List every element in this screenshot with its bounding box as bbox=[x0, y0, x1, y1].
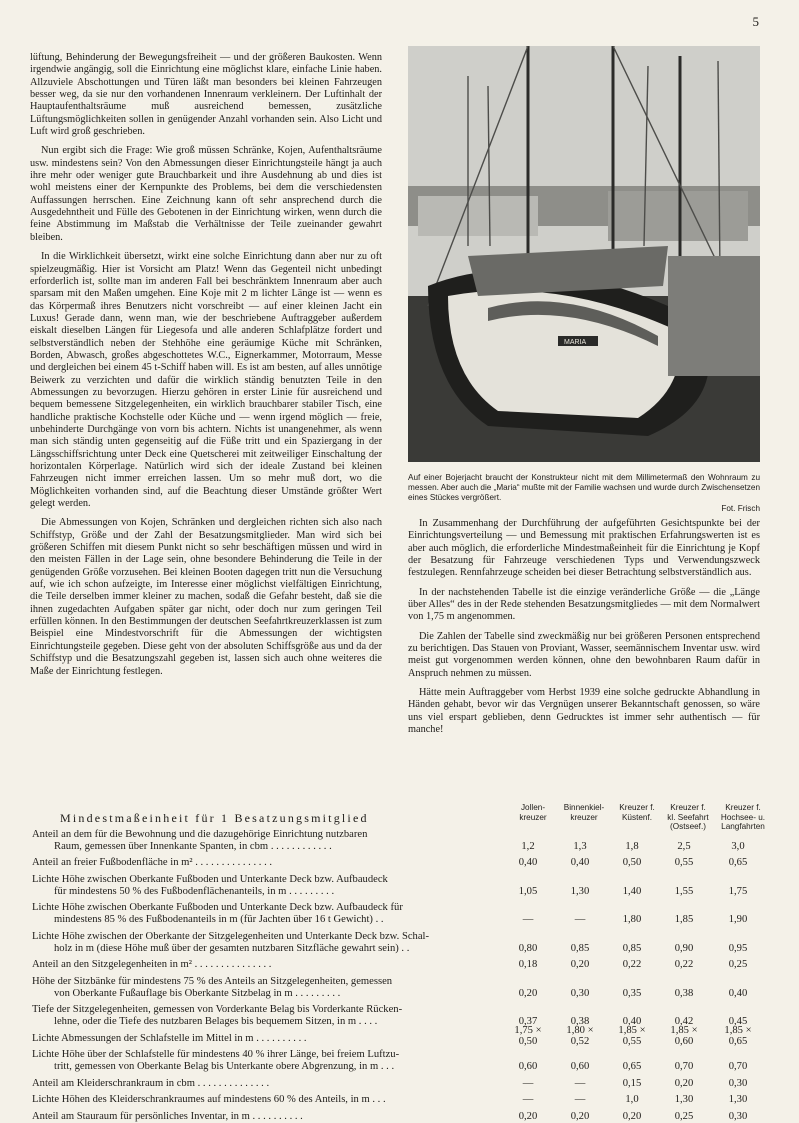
row-label-line: mindestens 85 % des Fußbodenanteils in m (für Jachten über 16 t Gewicht) . . bbox=[54, 914, 384, 926]
table-row-label bbox=[32, 874, 472, 898]
table-cell: 0,38 bbox=[570, 1016, 590, 1027]
table-cell: 0,22 bbox=[674, 959, 694, 971]
table-cell: 0,70 bbox=[728, 1061, 748, 1072]
table-row-label bbox=[32, 1004, 472, 1028]
table-cell: 1,05 bbox=[518, 885, 538, 897]
column-header: Binnenkiel- kreuzer bbox=[563, 803, 605, 822]
paragraph: Die Abmessungen von Kojen, Schränken und dergleichen richten sich also nach Schiffstyp, Größe und der Zahl der Besatzungsmitglieder. Man wird sich bei größeren Schiffen mit diesem Punkt nicht so sehr beschäftigen müssen und wird in den meisten Fällen in der Lage sein, ohne besondere Behinderung die Teile in der genügenden Größe vorzusehen. Bei kleinen Booten dagegen tritt nun die Versuchung auf, wie ich schon aufzeigte, im Interesse einer möglichst vielfältigen Einrichtung, die Teile derselben immer kleiner zu machen, sodaß die Gefahr besteht, daß sie die ihnen zugedachten Aufgaben später gar nicht, oder doch nur zum geringen Teil erfüllen können. In den Bestimmungen der deutschen Seefahrtkreuzerklassen ist zum Beispiel eine Mindestvorschrift für die Abmessungen der wichtigsten Einrichtungsteile gegeben. Diese geht von der absoluten Schiffsgröße aus und da der Schiffstyp und die Besatzungszahl gegeben ist, lassen sich auch ohne weiteres die Maße der Einrichtung festlegen. bbox=[30, 517, 382, 677]
table-row-label bbox=[32, 931, 472, 955]
table-cell: 0,25 bbox=[728, 959, 748, 971]
table-cell: 1,3 bbox=[573, 840, 587, 852]
photo-credit: Fot. Frisch bbox=[721, 503, 760, 513]
table-cell: 0,20 bbox=[570, 1110, 590, 1122]
boat-name-label: MARIA bbox=[564, 339, 587, 346]
row-label-line: tritt, gemessen von Oberkante Belag bis Unterkante obere Abgrenzung, in m . . . bbox=[54, 1060, 395, 1072]
row-label-line: Höhe der Sitzbänke für mindestens 75 % des Anteils an Sitzgelegenheiten, gemessen bbox=[32, 975, 393, 987]
table-cell: 1,0 bbox=[625, 1094, 639, 1106]
row-label-line: Lichte Abmessungen der Schlafstelle im Mittel in m . . . . . . . . . . bbox=[32, 1032, 307, 1044]
table-row-label bbox=[32, 1049, 472, 1073]
table-title: Mindestmaßeinheit für 1 Besatzungsmitglied bbox=[60, 811, 369, 825]
table-cell: 1,85 × 0,55 bbox=[618, 1024, 646, 1048]
row-label-line: Tiefe der Sitzgelegenheiten, gemessen von Vorderkante Belag bis Vorderkante Rücken- bbox=[32, 1004, 403, 1016]
table-cell: 3,0 bbox=[731, 840, 745, 852]
table-row-label bbox=[32, 1111, 472, 1123]
column-header: Kreuzer f. kl. Seefahrt (Ostseef.) bbox=[667, 803, 709, 831]
table-cell: 1,85 bbox=[674, 914, 694, 926]
table-cell: — bbox=[574, 1094, 586, 1106]
table-cell: 0,20 bbox=[674, 1077, 694, 1089]
row-label-line: Lichte Höhe zwischen Oberkante Fußboden und Unterkante Deck bzw. Aufbaudeck für bbox=[32, 902, 403, 914]
row-label-line: Lichte Höhen des Kleiderschrankraumes auf mindestens 60 % des Anteils, in m . . . bbox=[32, 1094, 386, 1106]
table-cell: 0,65 bbox=[622, 1061, 642, 1072]
table-cell: 1,55 bbox=[674, 885, 694, 897]
table-cell: 0,15 bbox=[622, 1077, 642, 1089]
caption-text: Auf einer Bojerjacht braucht der Konstrukteur nicht mit dem Millimetermaß den Wohnraum zu messen. Aber auch die „Maria“ mußte mit der Familie wachsen und wurde durch Zwischensetzen eines Stückes vergrößert. bbox=[408, 473, 760, 503]
row-label-line: Raum, gemessen über Innenkante Spanten, in cbm . . . . . . . . . . . . bbox=[54, 840, 332, 852]
table-cell: 1,30 bbox=[570, 885, 590, 897]
table-cell: 0,40 bbox=[518, 857, 538, 869]
table-cell: 0,42 bbox=[674, 1016, 694, 1027]
table-cell: 0,30 bbox=[570, 987, 590, 999]
row-label-line: Anteil am Kleiderschrankraum in cbm . . . . . . . . . . . . . . bbox=[32, 1077, 270, 1089]
table-row-label bbox=[32, 1094, 472, 1106]
table-cell: 0,40 bbox=[728, 987, 748, 999]
paragraph: In Zusammenhang der Durchführung der aufgeführten Gesichtspunkte bei der Einrichtungsverteilung — und Bemessung mit praktischen Erfahrungswerten ist es aber auch möglich, die erforderliche Mindestmaßeinheit für die Einrichtung je Kopf der Besatzung für Fahrzeuge verschiedenen Typs und Verwendungszweck festzulegen. Rennfahrzeuge scheiden bei dieser Betrachtung selbstverständlich aus. bbox=[408, 518, 760, 579]
paragraph: In der nachstehenden Tabelle ist die einzige veränderliche Größe — die „Länge über Alles“ des in der Rede stehenden Besatzungsmitgliedes — mit dem Normalwert von 1,75 m angenommen. bbox=[408, 586, 760, 623]
row-label-line: von Oberkante Fußauflage bis Oberkante Sitzbelag in m . . . . . . . . . bbox=[54, 987, 341, 999]
table-cell: 0,20 bbox=[570, 959, 590, 971]
table-cell: 0,37 bbox=[518, 1016, 538, 1027]
row-label-line: Anteil an freier Fußbodenfläche in m² . . . . . . . . . . . . . . . bbox=[32, 857, 273, 869]
table-cell: 0,25 bbox=[674, 1110, 694, 1122]
table-cell: 0,40 bbox=[622, 1016, 642, 1027]
table-cell: 1,80 × 0,52 bbox=[566, 1024, 594, 1048]
row-label-line: für mindestens 50 % des Fußbodenflächenanteils, in m . . . . . . . . . bbox=[54, 885, 335, 897]
table-row-label bbox=[32, 829, 472, 853]
table-cell: 1,85 × 0,65 bbox=[724, 1024, 752, 1048]
row-label-line: Anteil am Stauraum für persönliches Inventar, in m . . . . . . . . . . bbox=[32, 1110, 303, 1122]
left-column-text bbox=[30, 52, 382, 685]
page-number: 5 bbox=[752, 14, 759, 29]
row-label-line: Lichte Höhe über der Schlafstelle für mindestens 40 % ihrer Länge, bei freiem Luftzu- bbox=[32, 1049, 400, 1061]
table-row-label bbox=[32, 976, 472, 1000]
table-cell: 1,2 bbox=[521, 840, 535, 852]
sailboat-illustration bbox=[408, 46, 760, 462]
table-cell: 0,55 bbox=[674, 857, 694, 869]
table-cell: 0,38 bbox=[674, 987, 694, 999]
table-cell: 1,90 bbox=[728, 914, 748, 926]
paragraph: Hätte mein Auftraggeber vom Herbst 1939 eine solche gedruckte Abhandlung in Händen gehabt, bevor wir das Vergnügen unserer Bekanntschaft genossen, so wäre uns viel erspart geblieben, denn Gedrucktes ist immer sehr authentisch — für manche! bbox=[408, 687, 760, 736]
table-cell: 0,50 bbox=[622, 857, 642, 869]
sailboat-photo bbox=[408, 46, 760, 462]
paragraph: In die Wirklichkeit übersetzt, wirkt eine solche Einrichtung dann aber nur zu oft spielzeugmäßig. Hier ist Vorsicht am Platz! Wenn das Gegenteil nicht unbedingt erforderlich ist, sollte man im anderen Fall bei beschränktem Innenraum aber auch sparsam mit den Maßen umgehen. Eine Koje mit 2 m lichter Länge ist — wenn es das Körpermaß ihres Benutzers nicht vorschreibt — auf einer kleinen Jacht ein Luxus! Gerade dann, wenn man, wie der beschriebene Auftraggeber außerdem eiskalt dieselben Längen für Liegesofa und alle anderen Schlafplätze fordert und selbstverständlich neben der Stehhöhe eine geräumige Küche mit Schränken, Borden, Abwasch, großes abgeschottetes W.C., Eignerkammer, Motorraum, Messe und dergleichen bei einem 45 t-Schiff haben will. Es ist am besten, auf alles unnötige Beiwerk zu verzichten und dafür die wirklich ständig benutzten Teile in den Abmessungen zu bevorzugen. Hierzu gehören in erster Linie für ausreichend und bequem bemessene Sitzgelegenheiten, ein wirklich brauchbarer stabiler Tisch, eine handliche praktische Kochstelle oder Küche und — wenn irgend möglich — freie, unbehinderte Durchgänge von vorn bis achtern. Nichts ist unangenehmer, als wenn man sich ständig unten gegenseitig auf die Füße tritt und ein Spaziergang in der Längsschiffsrichtung unter Deck eine Quetscherei mit zeitweiliger Einschaltung der horizontalen Körperlage. Natürlich wird sich der ideale Zustand bei kleinen Fahrzeugen nicht immer erreichen lassen. Um so mehr muß dort, wo die Möglichkeiten vorhanden sind, auf die Beachtung dieser Umstände größter Wert gelegt werden. bbox=[30, 251, 382, 510]
table-cell: 0,20 bbox=[518, 987, 538, 999]
table-cell: 1,75 bbox=[728, 885, 748, 897]
table-row-label bbox=[32, 902, 472, 926]
paragraph: Die Zahlen der Tabelle sind zweckmäßig nur bei größeren Personen entsprechend zu berichtigen. Das Stauen von Proviant, Wasser, seemännischem Inventar usw. wird meist gut vorgenommen werden können, ohne den bewohnbaren Raum dafür in Anspruch nehmen zu müssen. bbox=[408, 630, 760, 679]
table-row-label bbox=[32, 857, 472, 869]
table-cell: 0,90 bbox=[674, 942, 694, 954]
row-label-line: Lichte Höhe zwischen der Oberkante der Sitzgelegenheiten und Unterkante Deck bzw. Schal- bbox=[32, 930, 430, 942]
table-cell: 0,18 bbox=[518, 959, 538, 971]
table-cell: 0,85 bbox=[622, 942, 642, 954]
table-cell: 1,40 bbox=[622, 885, 642, 897]
column-header: Jollen- kreuzer bbox=[519, 803, 547, 822]
photo-caption bbox=[408, 473, 760, 514]
paragraph: lüftung, Behinderung der Bewegungsfreiheit — und der größeren Baukosten. Wenn irgendwie angängig, soll die Einrichtung eine möglichst klare, einfache Linie haben. Allzuviele Abschottungen und Türen läßt man besonders bei kleinen Fahrzeugen besser weg, da sie nur den vorhandenen Innenraum verkleinern. Der Luftinhalt der Hauptaufenthaltsräume muß ausreichend bemessen, zusätzliche Lüftungsmöglichkeiten sollen in genügender Anzahl vorhanden sein. Also Licht und Luft wird groß geschrieben. bbox=[30, 52, 382, 138]
column-header: Kreuzer f. Küstenf. bbox=[619, 803, 655, 822]
table-cell: 2,5 bbox=[677, 840, 691, 852]
right-column-text bbox=[408, 518, 760, 744]
table-cell: — bbox=[522, 914, 534, 926]
table-cell: — bbox=[574, 914, 586, 926]
table-cell: 0,20 bbox=[622, 1110, 642, 1122]
table-cell: 0,20 bbox=[518, 1110, 538, 1122]
table-cell: — bbox=[522, 1094, 534, 1106]
row-label-line: Anteil an dem für die Bewohnung und die dazugehörige Einrichtung nutzbaren bbox=[32, 829, 368, 840]
table-cell: 1,30 bbox=[674, 1094, 694, 1106]
table-cell: 0,60 bbox=[518, 1061, 538, 1072]
column-header: Kreuzer f. Hochsee- u. Langfahrten bbox=[720, 803, 766, 831]
table-cell: 1,8 bbox=[625, 840, 639, 852]
table-cell: 0,85 bbox=[570, 942, 590, 954]
table-cell: — bbox=[574, 1077, 586, 1089]
table-cell: 0,95 bbox=[728, 942, 748, 954]
table-cell: 1,30 bbox=[728, 1094, 748, 1106]
table-cell: 0,22 bbox=[622, 959, 642, 971]
paragraph: Nun ergibt sich die Frage: Wie groß müssen Schränke, Kojen, Aufenthaltsräume usw. mindestens sein? Von den Abmessungen dieser Einrichtungsteile hängt ja auch ihre mehr oder weniger gute Brauchbarkeit und ihre Ausdehnung ab und dies ist wohl meistens einer der Kernpunkte des Problems, bei dem die verschiedensten Auffassungen herrschen. Eine Zeichnung kann oft sehr ansprechend durch die Ausgedehntheit und Fülle des Gebotenen in der Einrichtung wirken, wenn durch die feine Abstimmung im Maßstab die Verhältnisse der Teile zueinander gewahrt bleiben. bbox=[30, 145, 382, 243]
table-row-label bbox=[32, 1033, 472, 1045]
table-cell: 0,60 bbox=[570, 1061, 590, 1072]
row-label-line: Lichte Höhe zwischen Oberkante Fußboden und Unterkante Deck bzw. Aufbaudeck bbox=[32, 874, 388, 885]
table-cell: 1,75 × 0,50 bbox=[514, 1024, 542, 1048]
table-cell: 0,70 bbox=[674, 1061, 694, 1072]
table-row-label bbox=[32, 959, 472, 971]
table-cell: 0,40 bbox=[570, 857, 590, 869]
table-cell: 1,85 × 0,60 bbox=[670, 1024, 698, 1048]
table-cell: 0,65 bbox=[728, 857, 748, 869]
table-cell: 0,80 bbox=[518, 942, 538, 954]
table-cell: — bbox=[522, 1077, 534, 1089]
table-cell: 0,45 bbox=[728, 1016, 748, 1027]
table-cell: 0,30 bbox=[728, 1077, 748, 1089]
table-cell: 1,80 bbox=[622, 914, 642, 926]
row-label-line: lehne, oder die Tiefe des nutzbaren Belages bis bequemem Sitzen, in m . . . . bbox=[54, 1015, 378, 1027]
row-label-line: holz in m (diese Höhe muß über der gesamten nutzbaren Sitzfläche gewahrt sein) . . bbox=[54, 942, 410, 954]
table-cell: 0,30 bbox=[728, 1110, 748, 1122]
table-cell: 0,35 bbox=[622, 987, 642, 999]
row-label-line: Anteil an den Sitzgelegenheiten in m² . . . . . . . . . . . . . . . bbox=[32, 959, 272, 971]
table-row-label bbox=[32, 1078, 472, 1090]
